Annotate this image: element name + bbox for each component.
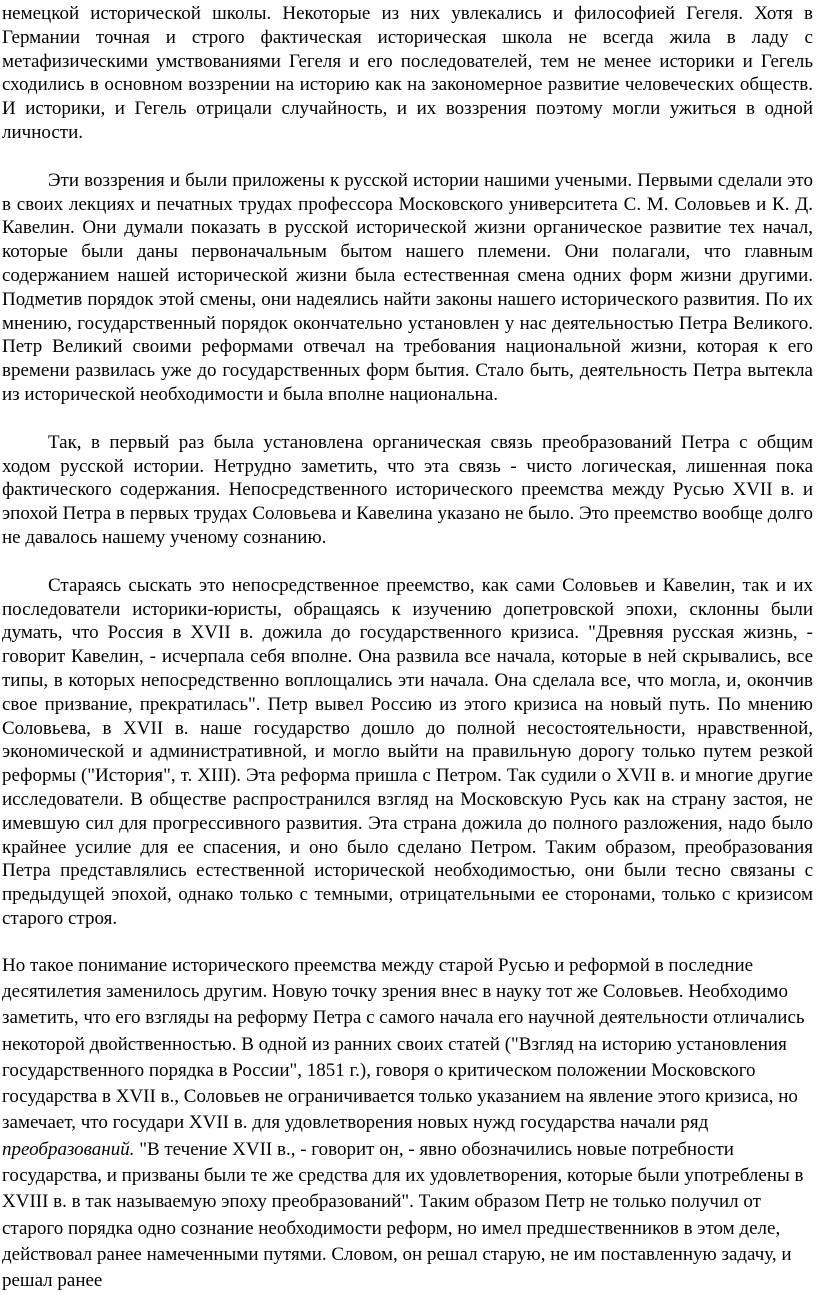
paragraph-5 bbox=[2, 953, 813, 1295]
paragraph-5-italic-word: преобразований. bbox=[2, 1138, 135, 1160]
paragraph-3: Так, в первый раз была установлена органическая связь преобразований Петра с общим ходом русской истории. Нетрудно заметить, что эта связь - чисто логическая, лишенная пока фактического содержания. Непосредственного исторического преемства между Русью XVII в. и эпохой Петра в первых трудах Соловьева и Кавелина указано не было. Это преемство вообще долго не давалось нашему ученому сознанию. bbox=[2, 431, 813, 548]
paragraph-5-text-after: "В течение XVII в., - говорит он, - явно обозначились новые потребности государства, и призваны были те же средства для их удовлетворения, которые были употреблены в XVIII в. в так называемую эпоху преобразований". Таким образом Петр не только получил от старого порядка одно сознание необходимости реформ, но имел предшественников в этом деле, действовал ранее намеченными путями. Словом, он решал старую, не им поставленную задачу, и решал ранее bbox=[2, 1138, 804, 1292]
paragraph-1: немецкой исторической школы. Некоторые из них увлекались и философией Гегеля. Хотя в Германии точная и строго фактическая историческая школа не всегда жила в ладу с метафизическими умствованиями Гегеля и его последователей, тем не менее историки и Гегель сходились в основном воззрении на историю как на закономерное развитие человеческих обществ. И историки, и Гегель отрицали случайность, и их воззрения поэтому могли ужиться в одной личности. bbox=[2, 3, 813, 143]
paragraph-5-text-before: Но такое понимание исторического преемства между старой Русью и реформой в последние десятилетия заменилось другим. Новую точку зрения внес в науку тот же Соловьев. Необходимо заметить, что его взгляды на реформу Петра с самого начала его научной деятельности отличались некоторой двойственностью. В одной из ранних своих статей ("Взгляд на историю установления государственного порядка в России", 1851 г.), говоря о критическом положении Московского государства в XVII в., Соловьев не ограничивается только указанием на явление этого кризиса, но замечает, что государи XVII в. для удовлетворения новых нужд государства начали ряд bbox=[2, 954, 805, 1134]
paragraph-2: Эти воззрения и были приложены к русской истории нашими учеными. Первыми сделали это в своих лекциях и печатных трудах профессора Московского университета С. М. Соловьев и К. Д. Кавелин. Они думали показать в русской исторической жизни органическое развитие тех начал, которые были даны первоначальным бытом нашего племени. Они полагали, что главным содержанием нашей исторической жизни была естественная смена одних форм жизни другими. Подметив порядок этой смены, они надеялись найти законы нашего исторического развития. По их мнению, государственный порядок окончательно установлен у нас деятельностью Петра Великого. Петр Великий своими реформами отвечал на требования национальной жизни, которая к его времени развилась уже до государственных форм бытия. Стало быть, деятельность Петра вытекла из исторической необходимости и была вполне национальна. bbox=[2, 169, 813, 405]
paragraph-4: Стараясь сыскать это непосредственное преемство, как сами Соловьев и Кавелин, так и их последователи историки-юристы, обращаясь к изучению допетровской эпохи, склонны были думать, что Россия в XVII в. дожила до государственного кризиса. "Древняя русская жизнь, - говорит Кавелин, - исчерпала себя вполне. Она развила все начала, которые в ней скрывались, все типы, в которых непосредственно воплощались эти начала. Она сделала все, что могла, и, окончив свое призвание, прекратилась". Петр вывел Россию из этого кризиса на новый путь. По мнению Соловьева, в XVII в. наше государство дошло до полной несостоятельности, нравственной, экономической и административной, и могло выйти на правильную дорогу только путем резкой реформы ("История", т. XIII). Эта реформа пришла с Петром. Так судили о XVII в. и многие другие исследователи. В обществе распространился взгляд на Московскую Русь как на страну застоя, не имевшую сил для прогрессивного развития. Эта страна дожила до полного разложения, надо было крайнее усилие для ее спасения, и оно было сделано Петром. Таким образом, преобразования Петра представлялись естественной исторической необходимостью, они были тесно связаны с предыдущей эпохой, однако только с темными, отрицательными ее сторонами, только с кризисом старого строя. bbox=[2, 574, 813, 929]
